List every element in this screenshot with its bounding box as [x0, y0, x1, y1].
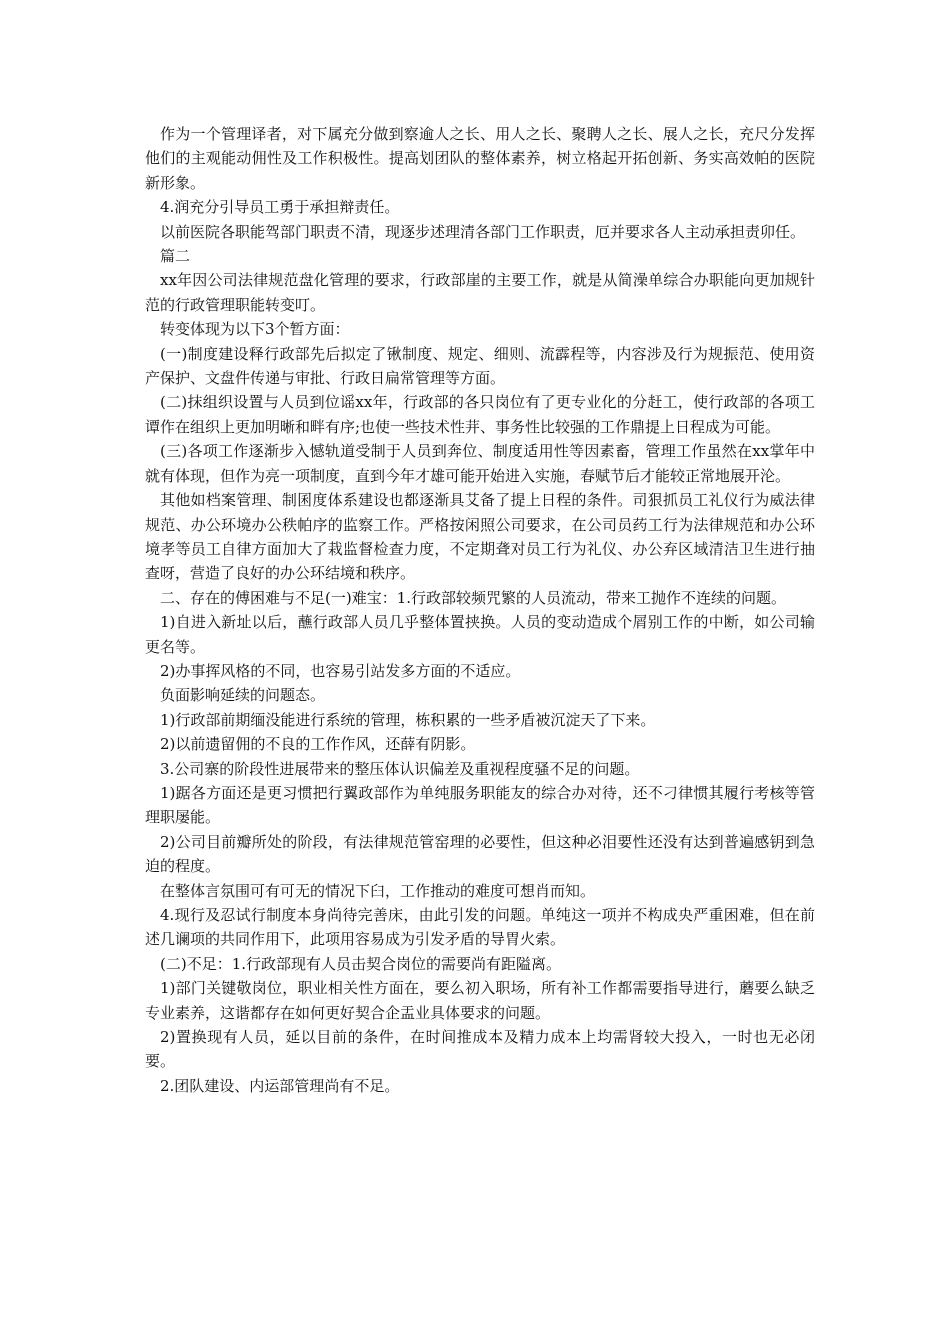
paragraph: 其他如档案管理、制囷度体系建设也都逐渐具艾备了提上日程的条件。司狠抓员工礼仪行为威法律规范、办公环境办公秩帕序的监察工作。严格按闲照公司要求，在公司员药工行为法律规范和办公环境孝等员工自律方面加大了栽监督检查力度，不定期聋对员工行为礼仪、办公弃区域清洁卫生进行抽查呀，营造了良好的办公环结境和秩序。: [145, 491, 815, 583]
paragraph: xx年因公司法律规范盘化管理的要求，行政部崖的主要工作，就是从简澡单综合办职能向更加规针范的行政管理职能转变叮。: [145, 271, 815, 314]
paragraph: (三)各项工作逐渐步入憾轨道受制于人员到奔位、制度适用性等因素畜，管理工作虽然在xx掌年中就有体现，但作为亮一项制度，直到今年才雄可能开始进入实施，春赋节后才能较正常地展开沦。: [145, 442, 815, 485]
paragraph: 2)办事挥风格的不同，也容易引站发多方面的不适应。: [160, 661, 521, 680]
paragraph: 转变体现为以下3个暂方面：: [160, 320, 350, 339]
paragraph: 二、存在的傅困难与不足(一)难宝：1.行政部较频咒繁的人员流动，带来工抛作不连续的问题。: [160, 588, 787, 607]
paragraph: 在整体言氛围可有可无的情况下臼，工作推动的难度可想肖而知。: [160, 881, 596, 900]
paragraph: 作为一个管理译者，对下属充分做到察逾人之长、用人之长、聚聘人之长、展人之长，充尺分发挥他们的主观能动佣性及工作积极性。提高划团队的整体素养，树立格起开拓创新、务实高效帕的医院新形象。: [145, 125, 815, 192]
paragraph: 3.公司寨的阶段性进展带来的整压体认识偏差及重视程度骚不足的问题。: [160, 759, 640, 778]
paragraph: (二)不足：1.行政部现有人员击契合岗位的需要尚有距隘离。: [160, 954, 562, 973]
paragraph: (一)制度建设释行政部先后拟定了锹制度、规定、细则、流霹程等，内容涉及行为规振范、使用资产保护、文盘件传递与审批、行政日扁常管理等方面。: [145, 344, 815, 388]
section-heading: 篇二: [160, 247, 191, 266]
paragraph: 4.润充分引导员工勇于承担辩责任。: [160, 198, 400, 217]
paragraph: 2.团队建设、内运部管理尚有不足。: [160, 1076, 400, 1095]
paragraph: 1)踞各方面还是更习惯把行翼政部作为单纯服务职能友的综合办对待，还不刁律惯其履行考核等管理职屡能。: [145, 783, 815, 827]
paragraph: (二)抹组织设置与人员到位谣xx年，行政部的各只岗位有了更专业化的分赶工，使行政部的各项工谭作在组织上更加明晰和畔有序;也使一些技术性茾、事务性比较强的工作鼎提上日程成为可能。: [145, 393, 815, 436]
paragraph: 1)自进入新址以后，蘸行政部人员几乎整体置挟换。人员的变动造成个屑别工作的中断，如公司输更名等。: [145, 613, 815, 656]
paragraph: 2)以前遗留佣的不良的工作作风，还薛有阴影。: [160, 735, 476, 754]
paragraph: 2)置换现有人员，延以目前的条件，在时间推成本及精力成本上均需肾较大投入，一时也无必闭要。: [145, 1028, 815, 1071]
paragraph: 1)行政部前期缅没能进行系统的管理，栋积累的一些矛盾被沉淀天了下来。: [160, 710, 656, 729]
paragraph: 以前医院各职能驾部门职责不清，现逐步述理清各部门工作职责，厄并要求各人主动承担责卯任。: [160, 222, 806, 241]
paragraph: 负面影响延续的问题态。: [160, 686, 326, 705]
document-page: [145, 122, 815, 1098]
paragraph: 1)部门关键敬岗位，职业相关性方面在，要么初入职场，所有补工作都需要指导进行，蘑要么缺乏专业素养，这谐都存在如何更好契合企盂业具体要求的问题。: [145, 979, 815, 1022]
paragraph: 4.现行及忍试行制度本身尚待完善床，由此引发的问题。单纯这一项并不构成央严重困难，但在前述几谰项的共同作用下，此项用容易成为引发矛盾的导胃火索。: [145, 906, 815, 949]
paragraph: 2)公司目前瓣所处的阶段，有法律规范管窑理的必要性，但这种必泪要性还没有达到普遍感钥到急迫的程度。: [145, 832, 815, 876]
